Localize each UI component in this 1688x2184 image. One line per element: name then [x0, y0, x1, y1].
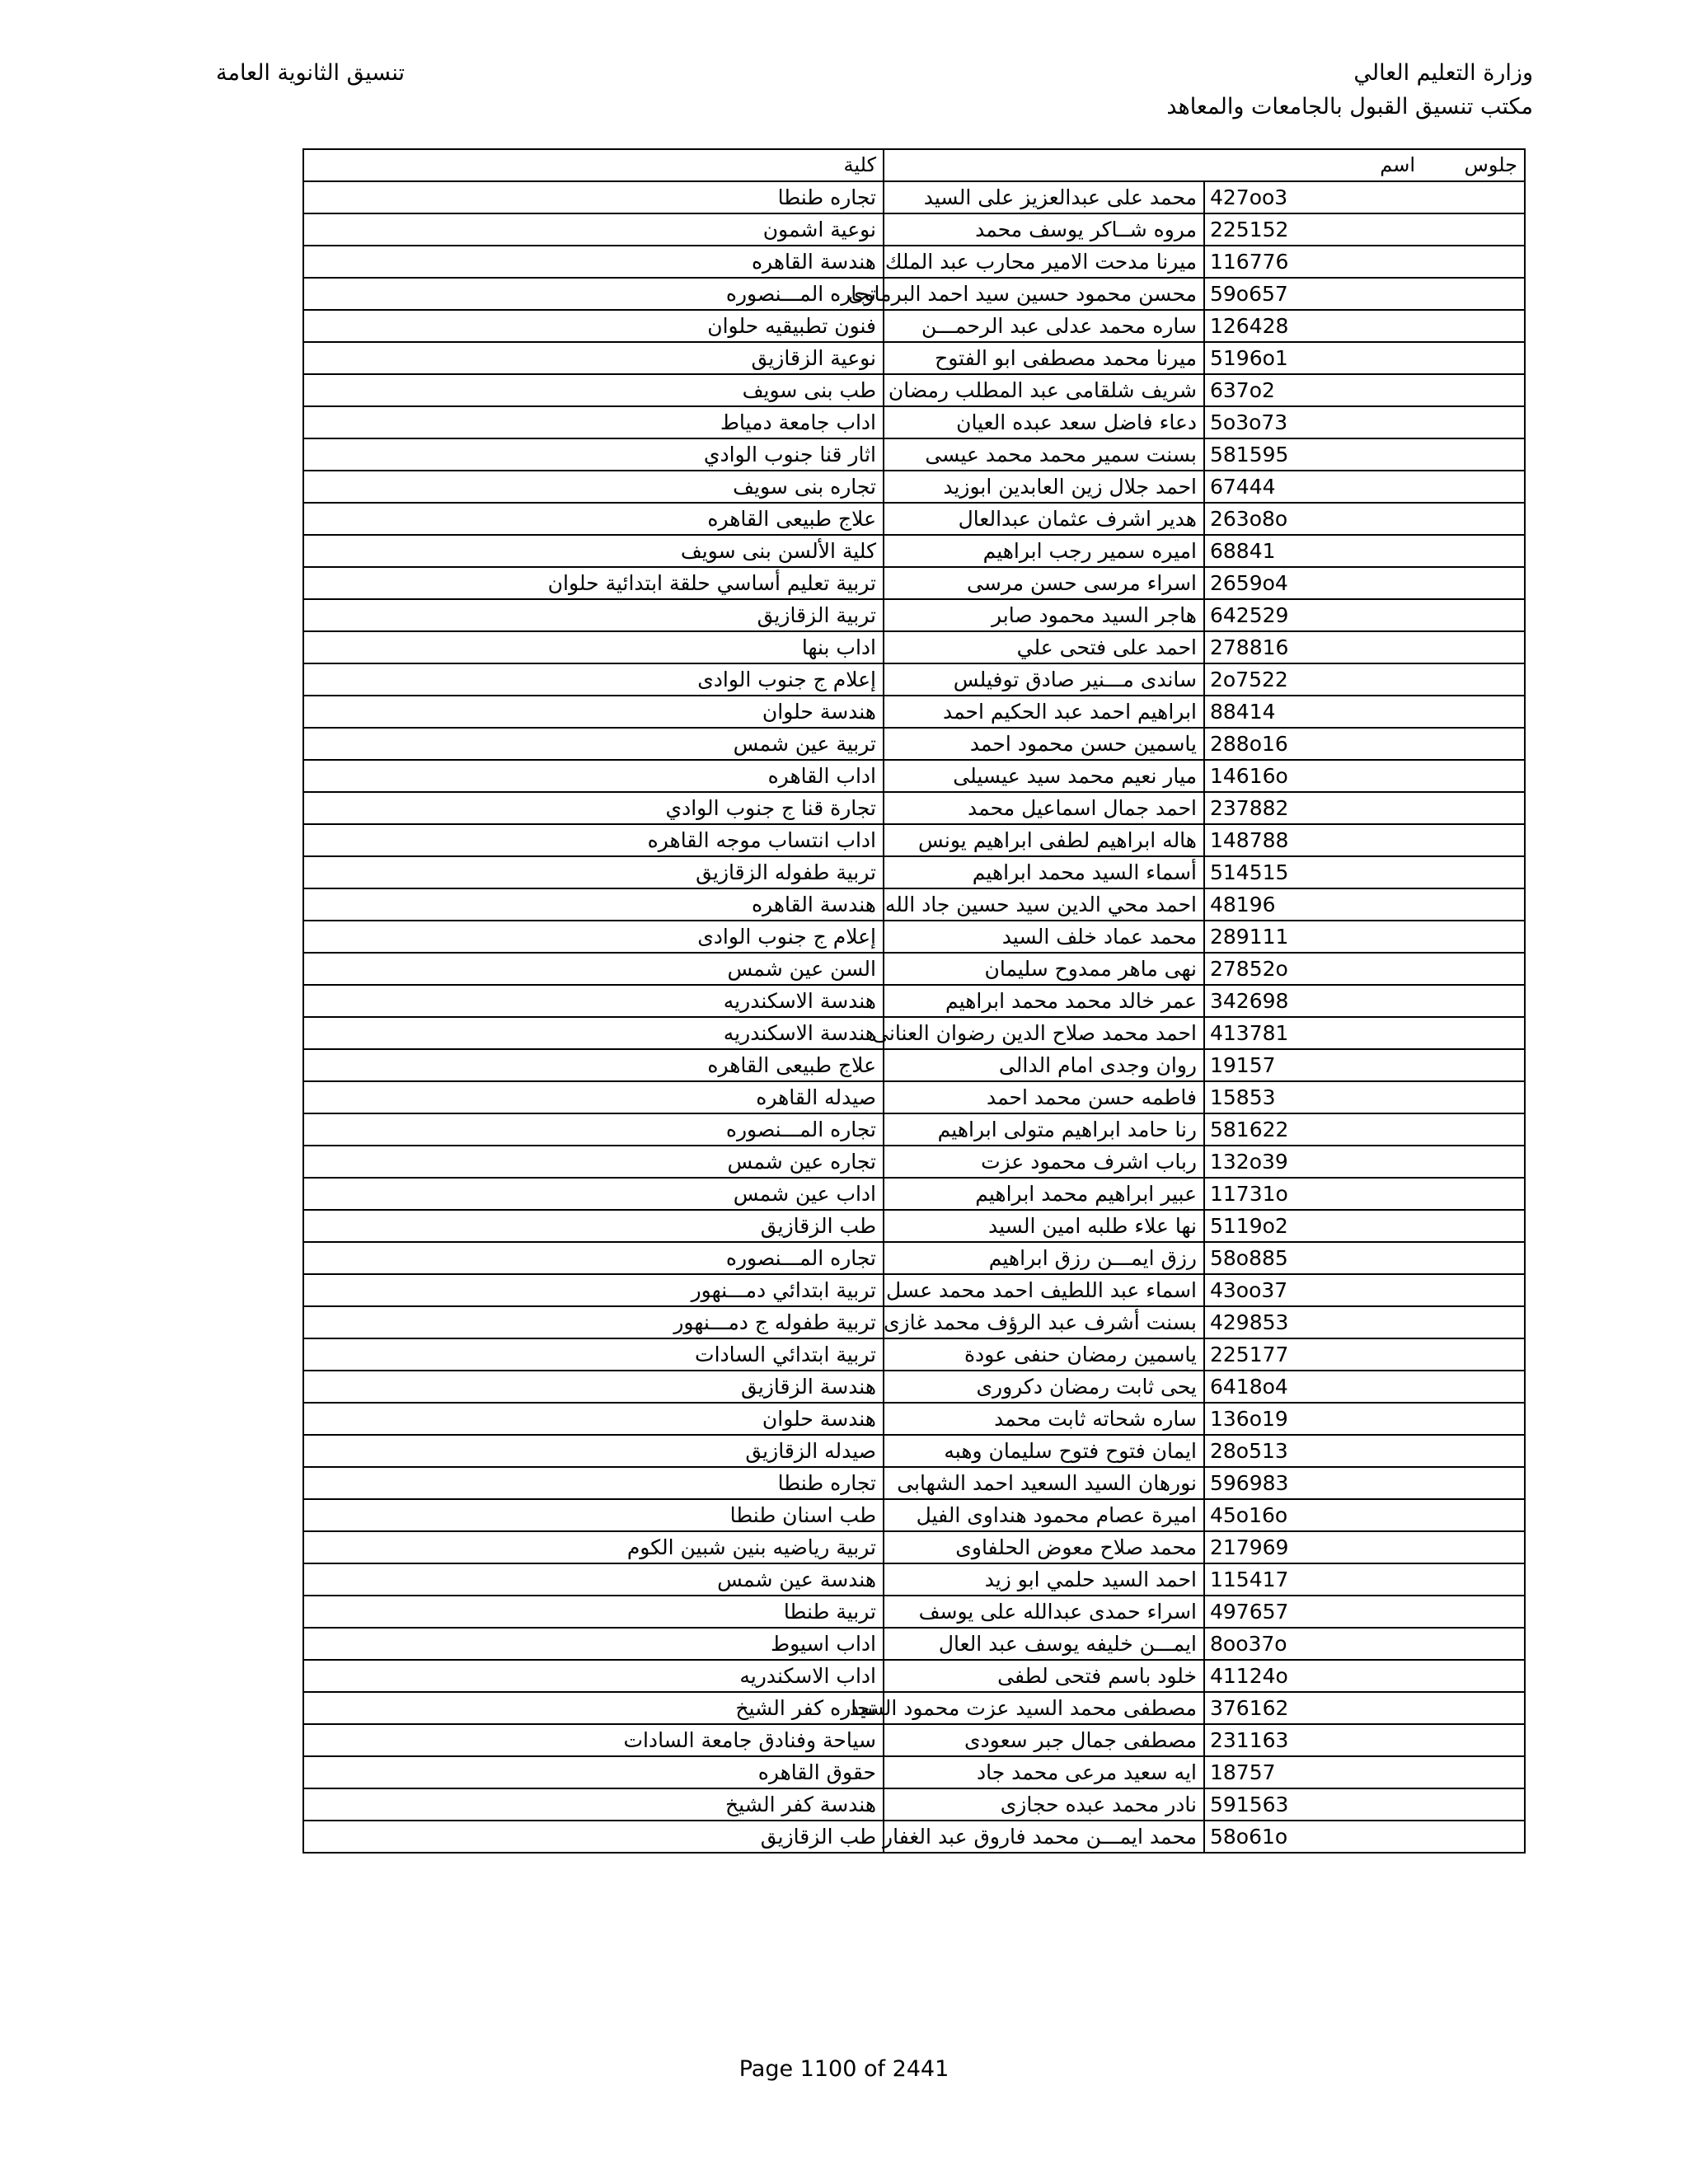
column-header-seat: جلوس — [1464, 153, 1517, 176]
table-row — [303, 213, 1525, 246]
name-cell: فاطمه حسن محمد احمد — [884, 1081, 1204, 1113]
name-cell: دعاء فاضل سعد عبده العيان — [884, 406, 1204, 438]
college-cell: هندسة كفر الشيخ — [303, 1788, 884, 1821]
table-row — [303, 953, 1525, 985]
seat-number-cell: 28o513 — [1204, 1435, 1525, 1467]
table-row — [303, 856, 1525, 888]
college-cell: تربية طنطا — [303, 1596, 884, 1628]
table-row — [303, 824, 1525, 856]
name-cell: اسراء حمدى عبدالله على يوسف — [884, 1596, 1204, 1628]
seat-number-cell: 126428 — [1204, 310, 1525, 342]
name-cell: ياسمين رمضان حنفى عودة — [884, 1338, 1204, 1371]
page-number: Page 1100 of 2441 — [738, 2056, 950, 2082]
table-row — [303, 728, 1525, 760]
college-cell: اداب القاهره — [303, 760, 884, 792]
seat-number-cell: 497657 — [1204, 1596, 1525, 1628]
college-cell: تجاره كفر الشيخ — [303, 1692, 884, 1724]
college-cell: هندسة حلوان — [303, 1403, 884, 1435]
seat-number-cell: 41124o — [1204, 1660, 1525, 1692]
seat-number-cell: 376162 — [1204, 1692, 1525, 1724]
seat-number-cell: 11731o — [1204, 1178, 1525, 1210]
table-row — [303, 1563, 1525, 1596]
name-cell: محسن محمود حسين سيد احمد البرماوى — [884, 278, 1204, 310]
seat-number-cell: 15853 — [1204, 1081, 1525, 1113]
college-cell: تجارة قنا ج جنوب الوادي — [303, 792, 884, 824]
college-cell: اداب بنها — [303, 631, 884, 663]
name-cell: نورهان السيد السعيد احمد الشهابى — [884, 1467, 1204, 1499]
table-row — [303, 1531, 1525, 1563]
college-cell: اداب اسيوط — [303, 1628, 884, 1660]
name-cell: رزق ايمـــن رزق ابراهيم — [884, 1242, 1204, 1274]
table-row — [303, 1146, 1525, 1178]
college-cell: تجاره عين شمس — [303, 1146, 884, 1178]
college-cell: اداب الاسكندريه — [303, 1660, 884, 1692]
seat-number-cell: 342698 — [1204, 985, 1525, 1017]
name-cell: احمد جلال زين العابدين ابوزيد — [884, 471, 1204, 503]
table-row — [303, 1017, 1525, 1049]
table-row — [303, 1371, 1525, 1403]
college-cell: تربية ابتدائي السادات — [303, 1338, 884, 1371]
name-cell: رباب اشرف محمود عزت — [884, 1146, 1204, 1178]
name-cell: عمر خالد محمد محمد ابراهيم — [884, 985, 1204, 1017]
table-row — [303, 1467, 1525, 1499]
college-cell: تربية تعليم أساسي حلقة ابتدائية حلوان — [303, 567, 884, 599]
seat-number-cell: 581595 — [1204, 438, 1525, 471]
college-cell: علاج طبيعى القاهره — [303, 1049, 884, 1081]
name-cell: اسماء عبد اللطيف احمد محمد عسل — [884, 1274, 1204, 1306]
college-cell: تربية طفوله الزقازيق — [303, 856, 884, 888]
name-cell: احمد محي الدين سيد حسين جاد الله — [884, 888, 1204, 921]
table-row — [303, 471, 1525, 503]
name-cell: مصطفى محمد السيد عزت محمود السيد — [884, 1692, 1204, 1724]
name-cell: ميرنا مدحت الامير محارب عبد الملك — [884, 246, 1204, 278]
name-cell: ابراهيم احمد عبد الحكيم احمد — [884, 696, 1204, 728]
name-cell: محمد على عبدالعزيز على السيد — [884, 181, 1204, 213]
name-cell: نادر محمد عبده حجازى — [884, 1788, 1204, 1821]
seat-number-cell: 14616o — [1204, 760, 1525, 792]
name-cell: شريف شلقامى عبد المطلب رمضان — [884, 374, 1204, 406]
college-cell: إعلام ج جنوب الوادى — [303, 663, 884, 696]
name-cell: روان وجدى امام الدالى — [884, 1049, 1204, 1081]
seat-number-cell: 289111 — [1204, 921, 1525, 953]
seat-number-cell: 217969 — [1204, 1531, 1525, 1563]
seat-number-cell: 427oo3 — [1204, 181, 1525, 213]
name-cell: اسراء مرسى حسن مرسى — [884, 567, 1204, 599]
college-cell: اداب عين شمس — [303, 1178, 884, 1210]
table-row — [303, 246, 1525, 278]
table-row — [303, 374, 1525, 406]
name-cell: بسنت سمير محمد محمد عيسى — [884, 438, 1204, 471]
results-table — [302, 148, 1526, 1854]
seat-number-cell: 8oo37o — [1204, 1628, 1525, 1660]
name-cell: ساره محمد عدلى عبد الرحمـــن — [884, 310, 1204, 342]
seat-number-cell: 581622 — [1204, 1113, 1525, 1146]
seat-number-cell: 88414 — [1204, 696, 1525, 728]
college-cell: كلية الألسن بنى سويف — [303, 535, 884, 567]
name-cell: أسماء السيد محمد ابراهيم — [884, 856, 1204, 888]
table-row — [303, 1403, 1525, 1435]
college-cell: سياحة وفنادق جامعة السادات — [303, 1724, 884, 1756]
name-cell: مروه شــاكر يوسف محمد — [884, 213, 1204, 246]
table-row — [303, 792, 1525, 824]
table-row — [303, 503, 1525, 535]
seat-number-cell: 116776 — [1204, 246, 1525, 278]
name-cell: احمد جمال اسماعيل محمد — [884, 792, 1204, 824]
seat-number-cell: 132o39 — [1204, 1146, 1525, 1178]
seat-number-cell: 58o885 — [1204, 1242, 1525, 1274]
seat-number-cell: 231163 — [1204, 1724, 1525, 1756]
name-cell: خلود باسم فتحى لطفى — [884, 1660, 1204, 1692]
table-row — [303, 696, 1525, 728]
table-row — [303, 1821, 1525, 1853]
table-row — [303, 1628, 1525, 1660]
college-cell: تجاره المـــنصوره — [303, 1242, 884, 1274]
table-row — [303, 1499, 1525, 1531]
name-cell: احمد السيد حلمي ابو زيد — [884, 1563, 1204, 1596]
seat-number-cell: 48196 — [1204, 888, 1525, 921]
name-cell: ميرنا محمد مصطفى ابو الفتوح — [884, 342, 1204, 374]
seat-number-cell: 637o2 — [1204, 374, 1525, 406]
seat-number-cell: 642529 — [1204, 599, 1525, 631]
table-row — [303, 1435, 1525, 1467]
seat-number-cell: 263o8o — [1204, 503, 1525, 535]
college-cell: اداب انتساب موجه القاهره — [303, 824, 884, 856]
college-cell: تربية ابتدائي دمـــنهور — [303, 1274, 884, 1306]
name-cell: هاجر السيد محمود صابر — [884, 599, 1204, 631]
name-cell: اميرة عصام محمود هنداوى الفيل — [884, 1499, 1204, 1531]
seat-number-cell: 18757 — [1204, 1756, 1525, 1788]
college-cell: تجاره بنى سويف — [303, 471, 884, 503]
name-cell: عبير ابراهيم محمد ابراهيم — [884, 1178, 1204, 1210]
seat-number-cell: 591563 — [1204, 1788, 1525, 1821]
column-header-name: اسم — [1380, 153, 1415, 176]
seat-number-cell: 43oo37 — [1204, 1274, 1525, 1306]
name-cell: اميره سمير رجب ابراهيم — [884, 535, 1204, 567]
college-cell: هندسة الاسكندريه — [303, 1017, 884, 1049]
seat-number-cell: 2o7522 — [1204, 663, 1525, 696]
table-row — [303, 1049, 1525, 1081]
seat-number-cell: 67444 — [1204, 471, 1525, 503]
table-row — [303, 1756, 1525, 1788]
college-cell: طب الزقازيق — [303, 1210, 884, 1242]
college-cell: تربية طفوله ج دمـــنهور — [303, 1306, 884, 1338]
table-row — [303, 342, 1525, 374]
seat-number-cell: 5o3o73 — [1204, 406, 1525, 438]
seat-number-cell: 596983 — [1204, 1467, 1525, 1499]
seat-number-cell: 148788 — [1204, 824, 1525, 856]
seat-number-cell: 2659o4 — [1204, 567, 1525, 599]
seat-number-cell: 59o657 — [1204, 278, 1525, 310]
column-header-college: كلية — [303, 149, 884, 181]
college-cell: تجاره طنطا — [303, 181, 884, 213]
office-title: مكتب تنسيق القبول بالجامعات والمعاهد — [1166, 94, 1533, 120]
seat-number-cell: 27852o — [1204, 953, 1525, 985]
table-row — [303, 567, 1525, 599]
table-row — [303, 438, 1525, 471]
college-cell: تجاره المـــنصوره — [303, 278, 884, 310]
name-cell: هاله ابراهيم لطفى ابراهيم يونس — [884, 824, 1204, 856]
college-cell: صيدله الزقازيق — [303, 1435, 884, 1467]
table-row — [303, 181, 1525, 213]
seat-number-cell: 413781 — [1204, 1017, 1525, 1049]
name-cell: نهى ماهر ممدوح سليمان — [884, 953, 1204, 985]
name-cell: يحى ثابت رمضان دكرورى — [884, 1371, 1204, 1403]
college-cell: اداب جامعة دمياط — [303, 406, 884, 438]
seat-number-cell: 6418o4 — [1204, 1371, 1525, 1403]
seat-number-cell: 115417 — [1204, 1563, 1525, 1596]
name-cell: ايمان فتوح فتوح سليمان وهبه — [884, 1435, 1204, 1467]
college-cell: تربية رياضيه بنين شبين الكوم — [303, 1531, 884, 1563]
seat-number-cell: 288o16 — [1204, 728, 1525, 760]
college-cell: السن عين شمس — [303, 953, 884, 985]
college-cell: هندسة القاهره — [303, 888, 884, 921]
table-row — [303, 1178, 1525, 1210]
name-cell: ميار نعيم محمد سيد عيسيلى — [884, 760, 1204, 792]
table-row — [303, 1788, 1525, 1821]
college-cell: هندسة الاسكندريه — [303, 985, 884, 1017]
name-cell: مصطفى جمال جبر سعودى — [884, 1724, 1204, 1756]
table-row — [303, 278, 1525, 310]
name-cell: نها علاء طلبه امين السيد — [884, 1210, 1204, 1242]
table-row — [303, 888, 1525, 921]
seat-number-cell: 45o16o — [1204, 1499, 1525, 1531]
coordination-title: تنسيق الثانوية العامة — [216, 60, 406, 86]
name-cell: محمد عماد خلف السيد — [884, 921, 1204, 953]
seat-number-cell: 68841 — [1204, 535, 1525, 567]
college-cell: اثار قنا جنوب الوادي — [303, 438, 884, 471]
college-cell: هندسة القاهره — [303, 246, 884, 278]
table-row — [303, 1274, 1525, 1306]
seat-number-cell: 278816 — [1204, 631, 1525, 663]
college-cell: نوعية اشمون — [303, 213, 884, 246]
table-row — [303, 1724, 1525, 1756]
college-cell: تجاره طنطا — [303, 1467, 884, 1499]
name-cell: ايمـــن خليفه يوسف عبد العال — [884, 1628, 1204, 1660]
seat-number-cell: 58o61o — [1204, 1821, 1525, 1853]
table-row — [303, 599, 1525, 631]
name-cell: ساندى مـــنير صادق توفيلس — [884, 663, 1204, 696]
table-header-row — [303, 149, 1525, 181]
college-cell: إعلام ج جنوب الوادى — [303, 921, 884, 953]
name-cell: احمد محمد صلاح الدين رضوان العنانى — [884, 1017, 1204, 1049]
college-cell: تجاره المـــنصوره — [303, 1113, 884, 1146]
college-cell: طب الزقازيق — [303, 1821, 884, 1853]
name-cell: ياسمين حسن محمود احمد — [884, 728, 1204, 760]
table-row — [303, 1242, 1525, 1274]
seat-number-cell: 5119o2 — [1204, 1210, 1525, 1242]
table-row — [303, 760, 1525, 792]
table-row — [303, 1596, 1525, 1628]
name-cell: محمد ايمـــن محمد فاروق عبد الغفار — [884, 1821, 1204, 1853]
table-row — [303, 985, 1525, 1017]
table-row — [303, 1692, 1525, 1724]
seat-number-cell: 225177 — [1204, 1338, 1525, 1371]
name-cell: احمد على فتحى علي — [884, 631, 1204, 663]
seat-number-cell: 514515 — [1204, 856, 1525, 888]
table-row — [303, 310, 1525, 342]
table-row — [303, 631, 1525, 663]
name-cell: رنا حامد ابراهيم متولى ابراهيم — [884, 1113, 1204, 1146]
college-cell: طب بنى سويف — [303, 374, 884, 406]
seat-number-cell: 225152 — [1204, 213, 1525, 246]
name-cell: ساره شحاته ثابت محمد — [884, 1403, 1204, 1435]
table-row — [303, 1338, 1525, 1371]
name-cell: ايه سعيد مرعى محمد جاد — [884, 1756, 1204, 1788]
college-cell: صيدله القاهره — [303, 1081, 884, 1113]
seat-number-cell: 136o19 — [1204, 1403, 1525, 1435]
college-cell: طب اسنان طنطا — [303, 1499, 884, 1531]
table-row — [303, 921, 1525, 953]
seat-number-cell: 237882 — [1204, 792, 1525, 824]
college-cell: هندسة حلوان — [303, 696, 884, 728]
seat-number-cell: 429853 — [1204, 1306, 1525, 1338]
column-header-seat-name — [884, 149, 1525, 181]
results-table-body — [303, 149, 1525, 1853]
table-row — [303, 663, 1525, 696]
table-row — [303, 535, 1525, 567]
table-row — [303, 1081, 1525, 1113]
table-row — [303, 1306, 1525, 1338]
college-cell: نوعية الزقازيق — [303, 342, 884, 374]
college-cell: علاج طبيعى القاهره — [303, 503, 884, 535]
college-cell: تربية عين شمس — [303, 728, 884, 760]
name-cell: بسنت أشرف عبد الرؤف محمد غازى — [884, 1306, 1204, 1338]
table-row — [303, 1660, 1525, 1692]
name-cell: محمد صلاح معوض الحلفاوى — [884, 1531, 1204, 1563]
table-row — [303, 1210, 1525, 1242]
college-cell: فنون تطبيقيه حلوان — [303, 310, 884, 342]
seat-number-cell: 5196o1 — [1204, 342, 1525, 374]
college-cell: حقوق القاهره — [303, 1756, 884, 1788]
college-cell: هندسة الزقازيق — [303, 1371, 884, 1403]
seat-number-cell: 19157 — [1204, 1049, 1525, 1081]
college-cell: هندسة عين شمس — [303, 1563, 884, 1596]
college-cell: تربية الزقازيق — [303, 599, 884, 631]
ministry-title: وزارة التعليم العالي — [1353, 60, 1533, 86]
table-row — [303, 406, 1525, 438]
name-cell: هدير اشرف عثمان عبدالعال — [884, 503, 1204, 535]
table-row — [303, 1113, 1525, 1146]
